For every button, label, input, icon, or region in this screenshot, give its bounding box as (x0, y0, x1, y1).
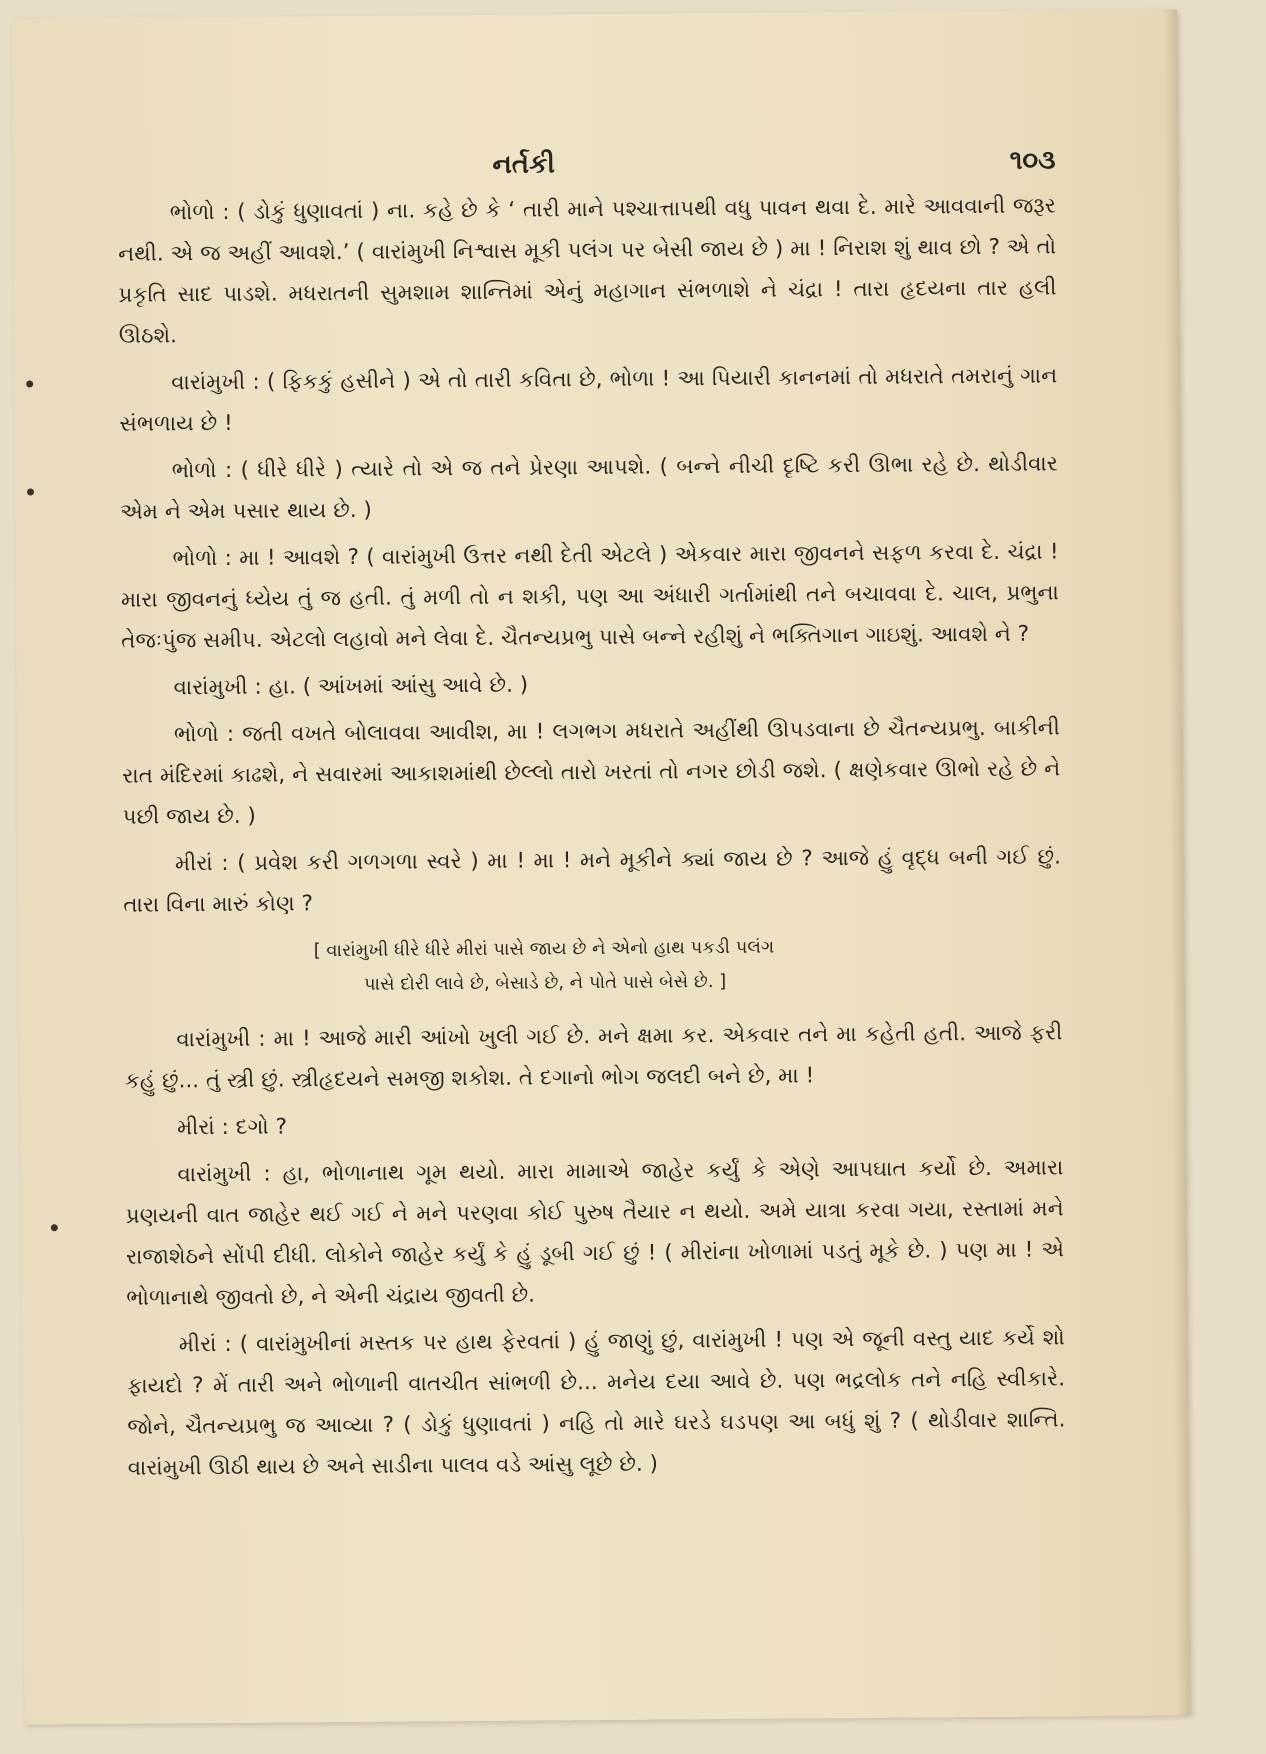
stage-direction-line: પાસે દોરી લાવે છે, બેસાડે છે, ને પોતે પાસે બેસે છે. ] (363, 971, 727, 995)
dialogue-paragraph: વારાંમુખી : હા. ( આંખમાં આંસુ આવે છે. ) (173, 672, 529, 701)
dialogue-paragraph: મીરાં : ( વારાંમુખીનાં મસ્તક પર હાથ ફેરવતાં ) હું જાણું છું, વારાંમુખી ! પણ એ જૂની વસ્તુ યાદ કર્યે શો ફાયદો ? મેં તારી અને ભોળાની વાતચીત સાંભળી છે... મનેય દયા આવે છે. પણ ભદ્રલોક તને નહિ સ્વીકારે. જોને, ચૈતન્યપ્રભુ જ આવ્યા ? ( ડોકું ધુણાવતાં ) નહિ તો મારે ઘરડે ઘડપણ આ બધું શું ? ( થોડીવાર શાન્તિ. વારાંમુખી ઊઠી થાય છે અને સાડીના પાલવ વડે આંસુ લૂછે છે. ) (126, 1325, 1066, 1481)
page-number: ૧૦૩ (1009, 145, 1056, 176)
header-title: નર્તકી (492, 149, 556, 180)
dialogue-paragraph: ભોળો : ( ધીરે ધીરે ) ત્યારે તો એ જ તને પ્રેરણા આપશે. ( બન્ને નીચી દૃષ્ટિ કરી ઊભા રહે છે. થોડીવાર એમ ને એમ પસાર થાય છે. ) (120, 451, 1058, 525)
running-head (117, 145, 1055, 192)
dialogue-paragraph: ભોળો : મા ! આવશે ? ( વારાંમુખી ઉત્તર નથી દેતી એટલે ) એકવાર મારા જીવનને સફળ કરવા દે. ચંદ્રા ! મારા જીવનનું ધ્યેય તું જ હતી. તું મળી તો ન શકી, પણ આ અંધારી ગર્તામાંથી તને બચાવવા દે. ચાલ, પ્રભુના તેજઃપુંજ સમીપ. એટલો લહાવો મને લેવા દે. ચૈતન્યપ્રભુ પાસે બન્ને રહીશું ને ભક્તિગાન ગાઇશું. આવશે ને ? (120, 539, 1059, 654)
margin-speck (26, 380, 33, 387)
dialogue-paragraph: વારાંમુખી : મા ! આજે મારી આંખો ખુલી ગઈ છે. મને ક્ષમા કર. એકવાર તને મા કહેતી હતી. આજે ફરી કહું છું... તું સ્ત્રી છું. સ્ત્રીહૃદયને સમજી શકોશ. તે દગાનો ભોગ જલદી બને છે, મા ! (124, 1020, 1063, 1094)
dialogue-paragraph: ભોળો : જતી વખતે બોલાવવા આવીશ, મા ! લગભગ મધરાતે અહીંથી ઊપડવાના છે ચૈતન્યપ્રભુ. બાકીની રાત મંદિરમાં કાઢશે, ને સવારમાં આકાશમાંથી છેલ્લો તારો ખરતાં તો નગર છોડી જશે. ( ક્ષણેકવાર ઊભો રહે છે ને પછી જાય છે. ) (122, 715, 1061, 830)
dialogue-paragraph: વારાંમુખી : ( ફિકકું હસીને ) એ તો તારી કવિતા છે, ભોળા ! આ પિયારી કાનનમાં તો મધરાતે તમરાનું ગાન સંભળાય છે ! (119, 363, 1058, 437)
book-page (11, 9, 1190, 1724)
dialogue-paragraph: ભોળો : ( ડોકું ધુણાવતાં ) ના. કહે છે કે ‘ તારી માને પશ્ચાત્તાપથી વધુ પાવન થવા દે. મારે આવવાની જરૂર નથી. એ જ અહીં આવશે.’ ( વારાંમુખી નિશ્વાસ મૂકી પલંગ પર બેસી જાય છે ) મા ! નિરાશ શું થાવ છો ? એ તો પ્રકૃતિ સાદ પાડશે. મધરાતની સુમશામ શાન્તિમાં એનું મહાગાન સંભળાશે ને ચંદ્રા ! તારા હૃદયના તાર હલી ઊઠશે. (118, 193, 1057, 349)
stage-direction-line: [ વારાંમુખી ધીરે ધીરે મીરાં પાસે જાય છે ને એનો હાથ પકડી પલંગ (313, 936, 775, 962)
dialogue-paragraph: મીરાં : ( પ્રવેશ કરી ગળગળા સ્વરે ) મા ! મા ! મને મૂકીને ક્યાં જાય છે ? આજે હું વૃદ્ધ બની ગઈ છું. તારા વિના મારું કોણ ? (123, 844, 1062, 918)
page-content (117, 145, 1066, 1494)
margin-speck (27, 488, 34, 495)
dialogue-paragraph: વારાંમુખી : હા, ભોળાનાથ ગૂમ થયો. મારા મામાએ જાહેર કર્યું કે એણે આપઘાત કર્યો છે. અમારા પ્રણયની વાત જાહેર થઈ ગઈ ને મને પરણવા કોઈ પુરુષ તૈયાર ન થયો. અમે યાત્રા કરવા ગયા, રસ્તામાં મને રાજાશેઠને સોંપી દીધી. લોકોને જાહેર કર્યું કે હું ડૂબી ગઈ છું ! ( મીરાંના ખોળામાં પડતું મૂકે છે. ) પણ મા ! એ ભોળાનાથે જીવતો છે, ને એની ચંદ્રાય જીવતી છે. (125, 1155, 1065, 1311)
stage-direction (314, 928, 1063, 1002)
dialogue-paragraph: મીરાં : દગો ? (176, 1114, 288, 1141)
margin-speck (51, 1224, 58, 1231)
